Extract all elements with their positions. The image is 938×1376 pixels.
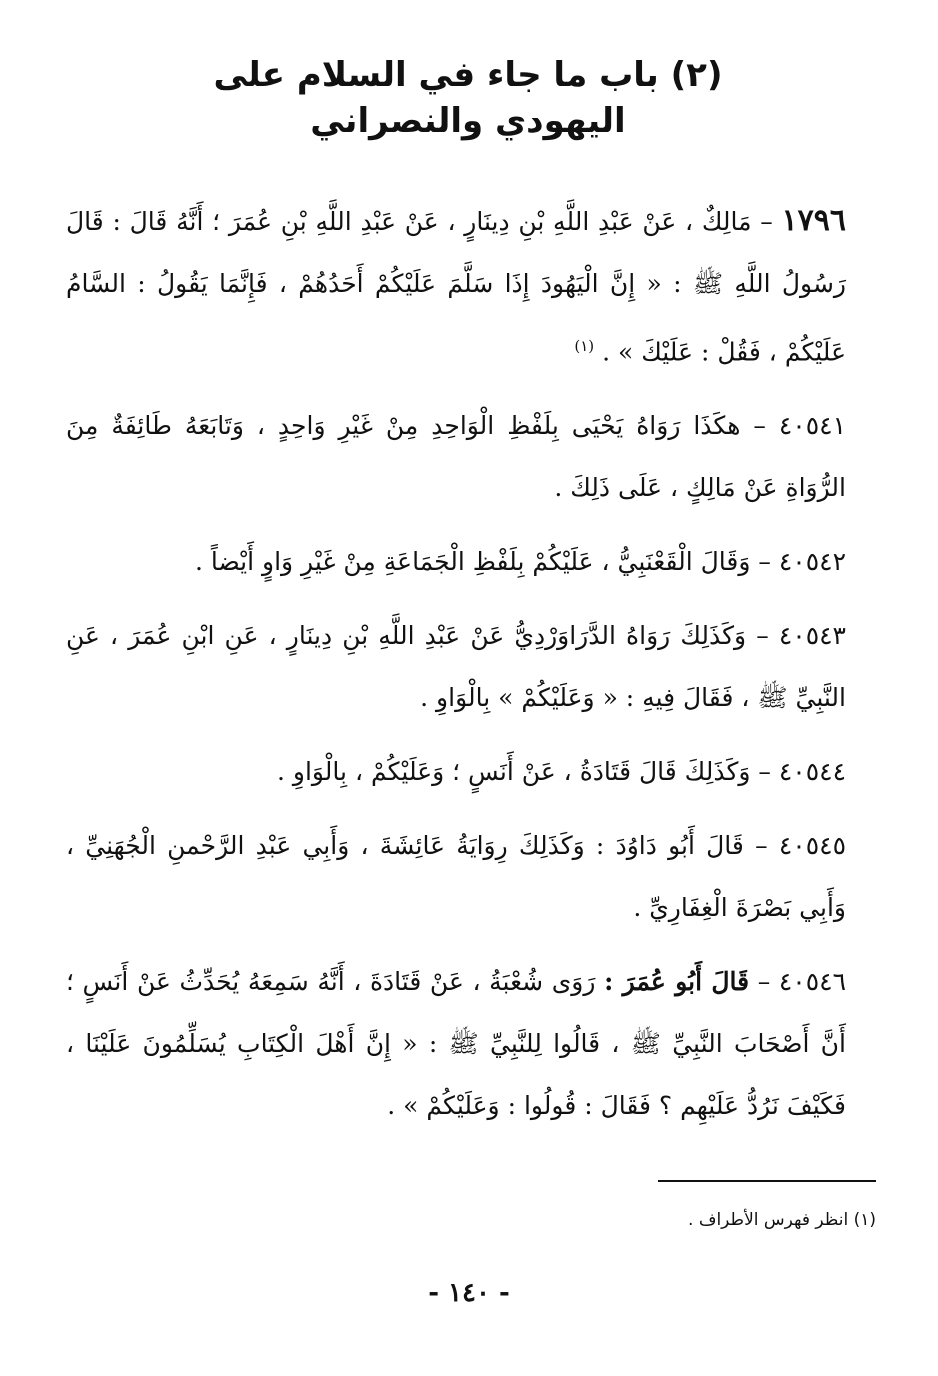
commentary-entry-40546: ٤٠٥٤٦ – قَالَ أَبُو عُمَرَ : رَوَى شُعْبَةُ ، عَنْ قَتَادَةَ ، أَنَّهُ سَمِعَهُ يُحَدِّثُ عَنْ أَنَسٍ ؛ أَنَّ أَصْحَابَ النَّبِيِّ ﷺ ، قَالُوا لِلنَّبِيِّ ﷺ : « إِنَّ أَهْلَ الْكِتَابِ يُسَلِّمُونَ عَلَيْنَا ، فَكَيْفَ نَرُدُّ عَلَيْهِم ؟ فَقَالَ : قُولُوا : وَعَلَيْكُمْ » . (66, 967, 847, 1121)
entry-text: رَوَى شُعْبَةُ ، عَنْ قَتَادَةَ ، أَنَّهُ سَمِعَهُ يُحَدِّثُ عَنْ أَنَسٍ ؛ أَنَّ أَصْحَابَ النَّبِيِّ ﷺ ، قَالُوا لِلنَّبِيِّ ﷺ : « إِنَّ أَهْلَ الْكِتَابِ يُسَلِّمُونَ عَلَيْنَا ، فَكَيْفَ نَرُدُّ عَلَيْهِم ؟ فَقَالَ : قُولُوا : وَعَلَيْكُمْ » . (66, 967, 846, 1121)
commentary-entry-40545: ٤٠٥٤٥ – قَالَ أَبُو دَاوُدَ : وَكَذَلِكَ رِوَايَةُ عَائِشَةَ ، وَأَبِي عَبْدِ الرَّحْمنِ الْجُهَنِيِّ ، وَأَبِي بَصْرَةَ الْغِفَارِيِّ . (66, 831, 846, 923)
entry-text: هكَذَا رَوَاهُ يَحْيَى بِلَفْظِ الْوَاحِدِ مِنْ غَيْرِ وَاحِدٍ ، وَتَابَعَهُ طَائِفَةٌ مِنَ الرُّوَاةِ عَنْ مَالِكٍ ، عَلَى ذَلِكَ . (66, 411, 846, 503)
footnote-divider (658, 1180, 876, 1182)
entry-number: ٤٠٥٤٣ (778, 621, 846, 651)
commentary-entry-40543: ٤٠٥٤٣ – وَكَذَلِكَ رَوَاهُ الدَّرَاوَرْدِيُّ عَنْ عَبْدِ اللَّهِ بْنِ دِينَارٍ ، عَنِ ابْنِ عُمَرَ ، عَنِ النَّبِيِّ ﷺ ، فَقَالَ فِيهِ : « وَعَلَيْكُمْ » بِالْوَاوِ . (66, 621, 846, 713)
entry-lead: قَالَ أَبُو عُمَرَ : (604, 967, 750, 997)
entry-text: وَكَذَلِكَ رَوَاهُ الدَّرَاوَرْدِيُّ عَنْ عَبْدِ اللَّهِ بْنِ دِينَارٍ ، عَنِ ابْنِ عُمَرَ ، عَنِ النَّبِيِّ ﷺ ، فَقَالَ فِيهِ : « وَعَلَيْكُمْ » بِالْوَاوِ . (66, 621, 846, 713)
hadith-entry-1796: ١٧٩٦ – مَالِكٌ ، عَنْ عَبْدِ اللَّهِ بْنِ دِينَارٍ ، عَنْ عَبْدِ اللَّهِ بْنِ عُمَرَ ؛ أَنَّهُ قَالَ : قَالَ رَسُولُ اللَّهِ ﷺ : « إِنَّ الْيَهُودَ إِذَا سَلَّمَ عَلَيْكُمْ أَحَدُهُمْ ، فَإِنَّمَا يَقُولُ : السَّامُ عَلَيْكُمْ ، فَقُلْ : عَلَيْكَ » . $^{(١)}$ (66, 203, 846, 367)
entry-text: وَكَذَلِكَ قَالَ قَتَادَةُ ، عَنْ أَنَسٍ ؛ وَعَلَيْكُمْ ، بِالْوَاوِ . (276, 757, 751, 787)
entry-text: قَالَ أَبُو دَاوُدَ : وَكَذَلِكَ رِوَايَةُ عَائِشَةَ ، وَأَبِي عَبْدِ الرَّحْمنِ الْجُهَنِيِّ ، وَأَبِي بَصْرَةَ الْغِفَارِيِّ . (66, 831, 846, 923)
entry-number: ٤٠٥٤٤ (778, 757, 846, 787)
commentary-entry-40542: ٤٠٥٤٢ – وَقَالَ الْقَعْنَبِيُّ ، عَلَيْكُمْ بِلَفْظِ الْجَمَاعَةِ مِنْ غَيْرِ وَاوٍ أَيْضاً . (194, 547, 846, 577)
entry-number: ٤٠٥٤١ (778, 411, 846, 441)
commentary-entry-40541: ٤٠٥٤١ – هكَذَا رَوَاهُ يَحْيَى بِلَفْظِ الْوَاحِدِ مِنْ غَيْرِ وَاحِدٍ ، وَتَابَعَهُ طَائِفَةٌ مِنَ الرُّوَاةِ عَنْ مَالِكٍ ، عَلَى ذَلِكَ . (66, 411, 846, 503)
entry-text: مَالِكٌ ، عَنْ عَبْدِ اللَّهِ بْنِ دِينَارٍ ، عَنْ عَبْدِ اللَّهِ بْنِ عُمَرَ ؛ أَنَّهُ قَالَ : قَالَ رَسُولُ اللَّهِ ﷺ : « إِنَّ الْيَهُودَ إِذَا سَلَّمَ عَلَيْكُمْ أَحَدُهُمْ ، فَإِنَّمَا يَقُولُ : السَّامُ عَلَيْكُمْ ، فَقُلْ : عَلَيْكَ » . (66, 207, 846, 367)
entry-text: وَقَالَ الْقَعْنَبِيُّ ، عَلَيْكُمْ بِلَفْظِ الْجَمَاعَةِ مِنْ غَيْرِ وَاوٍ أَيْضاً . (194, 547, 751, 577)
footnote: (١) انظر فهرس الأطراف . (688, 1210, 876, 1230)
page-number: - ١٤٠ - (428, 1278, 510, 1308)
entry-number: ٤٠٥٤٥ (778, 831, 846, 861)
chapter-title: (٢) باب ما جاء في السلام على اليهودي والنصراني (213, 55, 723, 141)
entry-number: ٤٠٥٤٦ (778, 967, 847, 997)
entry-number: ١٧٩٦ (781, 203, 846, 238)
footnote-reference: (١) (574, 337, 595, 355)
main-text (66, 190, 846, 1149)
commentary-entry-40544: ٤٠٥٤٤ – وَكَذَلِكَ قَالَ قَتَادَةُ ، عَنْ أَنَسٍ ؛ وَعَلَيْكُمْ ، بِالْوَاوِ . (276, 757, 846, 787)
entry-number: ٤٠٥٤٢ (778, 547, 846, 577)
